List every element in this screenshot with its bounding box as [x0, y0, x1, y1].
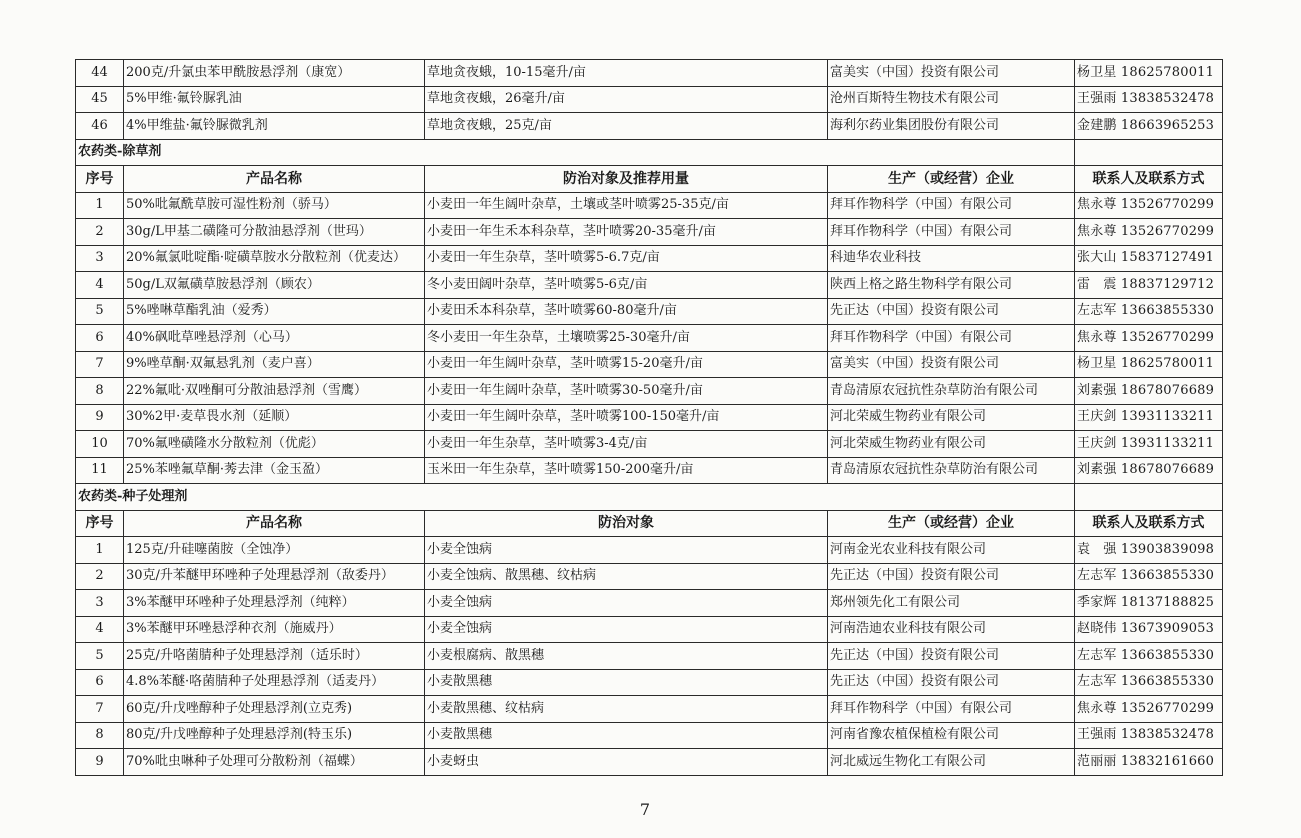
contact-info: 赵晓伟 13673909053: [1075, 616, 1223, 643]
table-row: [76, 563, 1223, 590]
contact-info: 王庆剑 13931133211: [1075, 431, 1223, 458]
target-dosage: 小麦散黑穗: [425, 669, 828, 696]
product-name: 20%氟氯吡啶酯·啶磺草胺水分散粒剂（优麦达）: [124, 245, 425, 272]
row-number: 3: [76, 245, 124, 272]
product-name: 70%吡虫啉种子处理可分散粉剂（福蝶）: [124, 749, 425, 776]
table-row: [76, 272, 1223, 299]
column-header-row: [76, 166, 1223, 193]
table-row: [76, 749, 1223, 776]
table-row: [76, 86, 1223, 113]
table-row: [76, 245, 1223, 272]
target-dosage: 小麦田一年生禾本科杂草，茎叶喷雾20-35毫升/亩: [425, 219, 828, 246]
product-name: 30克/升苯醚甲环唑种子处理悬浮剂（敌委丹）: [124, 563, 425, 590]
company-name: 河北荣威生物药业有限公司: [828, 431, 1075, 458]
row-number: 1: [76, 192, 124, 219]
target-dosage: 玉米田一年生杂草，茎叶喷雾150-200毫升/亩: [425, 457, 828, 484]
row-number: 3: [76, 590, 124, 617]
target-dosage: 小麦散黑穗: [425, 722, 828, 749]
company-name: 青岛清原农冠抗性杂草防治有限公司: [828, 457, 1075, 484]
contact-info: 季家辉 18137188825: [1075, 590, 1223, 617]
target-dosage: 小麦田禾本科杂草，茎叶喷雾60-80毫升/亩: [425, 298, 828, 325]
contact-info: 袁 强 13903839098: [1075, 537, 1223, 564]
row-number: 2: [76, 563, 124, 590]
target-dosage: 小麦全蚀病: [425, 537, 828, 564]
product-name: 70%氟唑磺隆水分散粒剂（优彪）: [124, 431, 425, 458]
company-name: 沧州百斯特生物技术有限公司: [828, 86, 1075, 113]
company-name: 河南金光农业科技有限公司: [828, 537, 1075, 564]
contact-info: 左志军 13663855330: [1075, 563, 1223, 590]
contact-info: 王强雨 13838532478: [1075, 86, 1223, 113]
product-name: 5%唑啉草酯乳油（爱秀）: [124, 298, 425, 325]
empty-cell: [1075, 139, 1223, 166]
company-name: 拜耳作物科学（中国）有限公司: [828, 696, 1075, 723]
product-name: 125克/升硅噻菌胺（全蚀净）: [124, 537, 425, 564]
company-name: 拜耳作物科学（中国）有限公司: [828, 219, 1075, 246]
contact-info: 金建鹏 18663965253: [1075, 113, 1223, 140]
product-name: 9%唑草酮·双氟悬乳剂（麦户喜）: [124, 351, 425, 378]
page-number: 7: [639, 800, 651, 819]
section-title: 农药类-除草剂: [76, 139, 1075, 166]
product-name: 30g/L甲基二磺隆可分散油悬浮剂（世玛）: [124, 219, 425, 246]
product-name: 30%2甲·麦草畏水剂（延顺）: [124, 404, 425, 431]
contact-info: 杨卫星 18625780011: [1075, 60, 1223, 87]
target-dosage: 小麦田一年生阔叶杂草，茎叶喷雾100-150毫升/亩: [425, 404, 828, 431]
contact-info: 雷 震 18837129712: [1075, 272, 1223, 299]
product-name: 50g/L双氟磺草胺悬浮剂（顾农）: [124, 272, 425, 299]
product-name: 25%苯唑氟草酮·莠去津（金玉盈）: [124, 457, 425, 484]
product-name: 3%苯醚甲环唑悬浮种衣剂（施威丹）: [124, 616, 425, 643]
contact-info: 左志军 13663855330: [1075, 643, 1223, 670]
row-number: 9: [76, 404, 124, 431]
pesticide-table-body: [76, 60, 1223, 776]
table-row: [76, 298, 1223, 325]
table-row: [76, 60, 1223, 87]
table-row: [76, 219, 1223, 246]
company-name: 陕西上格之路生物科学有限公司: [828, 272, 1075, 299]
column-header: 生产（或经营）企业: [828, 166, 1075, 193]
pesticide-table: [75, 59, 1223, 776]
company-name: 郑州领先化工有限公司: [828, 590, 1075, 617]
table-row: [76, 325, 1223, 352]
section-title-row: [76, 139, 1223, 166]
column-header: 防治对象: [425, 510, 828, 537]
row-number: 46: [76, 113, 124, 140]
row-number: 6: [76, 325, 124, 352]
product-name: 200克/升氯虫苯甲酰胺悬浮剂（康宽）: [124, 60, 425, 87]
table-row: [76, 457, 1223, 484]
table-row: [76, 616, 1223, 643]
column-header-row: [76, 510, 1223, 537]
contact-info: 焦永尊 13526770299: [1075, 192, 1223, 219]
product-name: 25克/升咯菌腈种子处理悬浮剂（适乐时）: [124, 643, 425, 670]
table-row: [76, 378, 1223, 405]
product-name: 5%甲维·氟铃脲乳油: [124, 86, 425, 113]
contact-info: 王庆剑 13931133211: [1075, 404, 1223, 431]
column-header: 防治对象及推荐用量: [425, 166, 828, 193]
table-row: [76, 431, 1223, 458]
company-name: 拜耳作物科学（中国）有限公司: [828, 325, 1075, 352]
company-name: 河南省豫农植保植检有限公司: [828, 722, 1075, 749]
product-name: 60克/升戊唑醇种子处理悬浮剂(立克秀): [124, 696, 425, 723]
company-name: 河南浩迪农业科技有限公司: [828, 616, 1075, 643]
company-name: 先正达（中国）投资有限公司: [828, 669, 1075, 696]
section-title: 农药类-种子处理剂: [76, 484, 1075, 511]
contact-info: 范丽丽 13832161660: [1075, 749, 1223, 776]
company-name: 先正达（中国）投资有限公司: [828, 298, 1075, 325]
company-name: 先正达（中国）投资有限公司: [828, 563, 1075, 590]
company-name: 海利尔药业集团股份有限公司: [828, 113, 1075, 140]
table-row: [76, 192, 1223, 219]
row-number: 5: [76, 298, 124, 325]
table-row: [76, 351, 1223, 378]
row-number: 1: [76, 537, 124, 564]
contact-info: 左志军 13663855330: [1075, 298, 1223, 325]
table-row: [76, 696, 1223, 723]
target-dosage: 冬小麦田一年生杂草，土壤喷雾25-30毫升/亩: [425, 325, 828, 352]
target-dosage: 小麦全蚀病、散黑穗、纹枯病: [425, 563, 828, 590]
contact-info: 张大山 15837127491: [1075, 245, 1223, 272]
product-name: 50%吡氟酰草胺可湿性粉剂（骄马）: [124, 192, 425, 219]
table-row: [76, 537, 1223, 564]
row-number: 4: [76, 272, 124, 299]
target-dosage: 小麦散黑穗、纹枯病: [425, 696, 828, 723]
product-name: 4%甲维盐·氟铃脲微乳剂: [124, 113, 425, 140]
table-row: [76, 722, 1223, 749]
target-dosage: 小麦田一年生杂草，茎叶喷雾5-6.7克/亩: [425, 245, 828, 272]
product-name: 22%氟吡·双唑酮可分散油悬浮剂（雪鹰）: [124, 378, 425, 405]
target-dosage: 小麦蚜虫: [425, 749, 828, 776]
column-header: 联系人及联系方式: [1075, 166, 1223, 193]
row-number: 45: [76, 86, 124, 113]
target-dosage: 草地贪夜蛾，25克/亩: [425, 113, 828, 140]
contact-info: 焦永尊 13526770299: [1075, 219, 1223, 246]
column-header: 序号: [76, 510, 124, 537]
column-header: 产品名称: [124, 166, 425, 193]
row-number: 44: [76, 60, 124, 87]
product-name: 4.8%苯醚·咯菌腈种子处理悬浮剂（适麦丹）: [124, 669, 425, 696]
target-dosage: 小麦田一年生阔叶杂草，茎叶喷雾30-50毫升/亩: [425, 378, 828, 405]
contact-info: 王强雨 13838532478: [1075, 722, 1223, 749]
table-row: [76, 404, 1223, 431]
row-number: 5: [76, 643, 124, 670]
row-number: 6: [76, 669, 124, 696]
contact-info: 左志军 13663855330: [1075, 669, 1223, 696]
company-name: 富美实（中国）投资有限公司: [828, 60, 1075, 87]
target-dosage: 草地贪夜蛾，26毫升/亩: [425, 86, 828, 113]
row-number: 8: [76, 378, 124, 405]
column-header: 联系人及联系方式: [1075, 510, 1223, 537]
contact-info: 刘素强 18678076689: [1075, 378, 1223, 405]
product-name: 3%苯醚甲环唑种子处理悬浮剂（纯粹）: [124, 590, 425, 617]
column-header: 产品名称: [124, 510, 425, 537]
company-name: 青岛清原农冠抗性杂草防治有限公司: [828, 378, 1075, 405]
company-name: 河北荣威生物药业有限公司: [828, 404, 1075, 431]
row-number: 4: [76, 616, 124, 643]
contact-info: 焦永尊 13526770299: [1075, 696, 1223, 723]
row-number: 2: [76, 219, 124, 246]
contact-info: 焦永尊 13526770299: [1075, 325, 1223, 352]
target-dosage: 小麦全蚀病: [425, 616, 828, 643]
company-name: 科迪华农业科技: [828, 245, 1075, 272]
row-number: 11: [76, 457, 124, 484]
table-row: [76, 643, 1223, 670]
target-dosage: 冬小麦田阔叶杂草，茎叶喷雾5-6克/亩: [425, 272, 828, 299]
target-dosage: 小麦田一年生阔叶杂草，茎叶喷雾15-20毫升/亩: [425, 351, 828, 378]
row-number: 9: [76, 749, 124, 776]
row-number: 8: [76, 722, 124, 749]
table-row: [76, 590, 1223, 617]
row-number: 7: [76, 696, 124, 723]
target-dosage: 小麦全蚀病: [425, 590, 828, 617]
company-name: 拜耳作物科学（中国）有限公司: [828, 192, 1075, 219]
target-dosage: 小麦田一年生阔叶杂草，土壤或茎叶喷雾25-35克/亩: [425, 192, 828, 219]
contact-info: 杨卫星 18625780011: [1075, 351, 1223, 378]
target-dosage: 小麦根腐病、散黑穗: [425, 643, 828, 670]
row-number: 7: [76, 351, 124, 378]
column-header: 生产（或经营）企业: [828, 510, 1075, 537]
product-name: 80克/升戊唑醇种子处理悬浮剂(特玉乐): [124, 722, 425, 749]
table-row: [76, 113, 1223, 140]
section-title-row: [76, 484, 1223, 511]
table-row: [76, 669, 1223, 696]
contact-info: 刘素强 18678076689: [1075, 457, 1223, 484]
company-name: 先正达（中国）投资有限公司: [828, 643, 1075, 670]
target-dosage: 小麦田一年生杂草，茎叶喷雾3-4克/亩: [425, 431, 828, 458]
company-name: 河北威远生物化工有限公司: [828, 749, 1075, 776]
empty-cell: [1075, 484, 1223, 511]
product-name: 40%砜吡草唑悬浮剂（心马）: [124, 325, 425, 352]
column-header: 序号: [76, 166, 124, 193]
company-name: 富美实（中国）投资有限公司: [828, 351, 1075, 378]
target-dosage: 草地贪夜蛾，10-15毫升/亩: [425, 60, 828, 87]
row-number: 10: [76, 431, 124, 458]
